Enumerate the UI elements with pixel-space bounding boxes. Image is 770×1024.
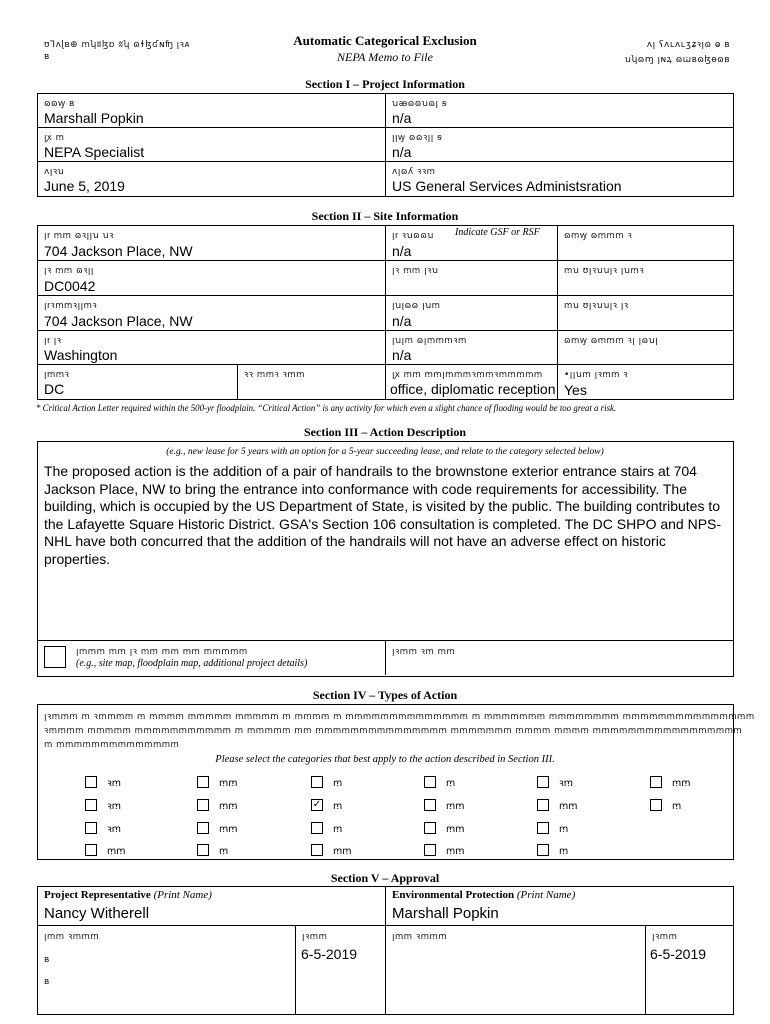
category-code: ꭑ	[333, 824, 343, 835]
s2-col3-label-2: ꭑꭒ ʊꞁꝛꭒꭒꞁꝛ ꞁꭒꭑꝛ	[564, 266, 645, 276]
s1-label-4: ꞁꞁꝡ ɷɷꝛꞁꞁ ꞩ	[392, 133, 443, 143]
section-4-title: Section IV – Types of Action	[312, 688, 458, 702]
s2-city-label: ꞁꭇ ꞁꝛ	[44, 336, 62, 346]
category-code: ꭑꭑ	[107, 846, 126, 857]
document-title: Automatic Categorical Exclusion	[293, 33, 477, 48]
category-code: ꝛꭑ	[107, 778, 121, 789]
category-checkbox[interactable]	[85, 822, 97, 834]
category-checkbox[interactable]	[85, 844, 97, 856]
category-checkbox[interactable]: ✓	[312, 799, 322, 810]
s2-floodplain-value: Yes	[564, 382, 587, 398]
s2-building-value: DC0042	[44, 278, 96, 294]
s2-gsf-value: n/a	[392, 243, 412, 259]
header-right-code-2: ꭒʮɷɱ ꞁɴꝝ ɷꭐʙɷɮɵɷʙ	[624, 55, 730, 65]
category-code: ꭑꭑ	[672, 778, 691, 789]
category-code: ꭑ	[333, 801, 343, 812]
category-code: ꭑ	[672, 801, 682, 812]
s3-attach-hint: (e.g., site map, floodplain map, additional project details)	[76, 658, 308, 669]
s2-col2-value-4: n/a	[392, 347, 412, 363]
section-3-title: Section III – Action Description	[304, 425, 466, 439]
category-code: ꭑ	[446, 778, 456, 789]
s1-value-title: NEPA Specialist	[44, 144, 145, 160]
s5-rep-label: Project Representative (Print Name)	[44, 889, 212, 901]
s5-env-value: Marshall Popkin	[392, 905, 499, 922]
document-subtitle: NEPA Memo to File	[337, 50, 433, 64]
category-checkbox[interactable]	[85, 776, 97, 788]
s2-col2-value-3: n/a	[392, 313, 412, 329]
category-code: ꭑꭑ	[333, 846, 352, 857]
s1-value-name: Marshall Popkin	[44, 110, 144, 126]
s3-attach-label: ꞁꭑꭑꭑ ꭑꭑ ꞁꝛ ꭑꭑ ꭑꭑ ꭑꭑ ꭑꭑꭑꭑꭑ	[76, 647, 248, 657]
s4-intro-2: ꝛꭑꭑꭑꭑ ꭑꭑꭑꭑꭑ ꭑꭑꭑꭑꭑꭑꭑꭑꭑꭑꭑ ꭑ ꭑꭑꭑꭑꭑ ꭑꭑ ꭑꭑꭑꭑꭑꭑꭑꭑꭑꭑꭑꭑꭑꭑꭑ ꭑꭑꭑꭑꭑꭑꭑ ꭑꭑꭑꭑ ꭑꭑꭑꭑ ꭑꭑꭑꭑꭑꭑꭑꭑꭑꭑꭑꭑꭑꭑꭑꭑꭑ	[44, 726, 743, 736]
s2-city-value: Washington	[44, 347, 118, 363]
category-checkbox[interactable]	[424, 776, 436, 788]
s1-label-3: ꞁꭗ ꭑ	[44, 133, 65, 143]
s2-col2-label-4: ꞁꭒꞁꭑ ɷꞁꭑꭑꭑꝛꭑ	[392, 336, 467, 346]
category-checkbox[interactable]	[197, 844, 209, 856]
section-1-title: Section I – Project Information	[305, 77, 465, 91]
s5-signature-label-right: ꞁꭑꭑ ꝛꭑꭑꭑ	[392, 932, 448, 942]
s2-footnote: * Critical Action Letter required within the 500-yr floodplain. “Critical Action” is any activity for which even a slight chance of flooding would be too great a risk.	[36, 403, 617, 413]
s3-hint: (e.g., new lease for 5 years with an option for a 5-year succeeding lease, and relate to the category selected below)	[166, 447, 604, 457]
section-2-title: Section II – Site Information	[311, 209, 459, 223]
s2-location-value: 704 Jackson Place, NW	[44, 313, 193, 329]
s4-intro-1: ꞁꝛꭑꭑꭑ ꭑ ꝛꭑꭑꭑꭑ ꭑ ꭑꭑꭑꭑ ꭑꭑꭑꭑꭑ ꭑꭑꭑꭑꭑ ꭑ ꭑꭑꭑꭑ ꭑ ꭑꭑꭑꭑꭑꭑꭑꭑꭑꭑꭑꭑꭑꭑ ꭑ ꭑꭑꭑꭑꭑꭑꭑ ꭑꭑꭑꭑꭑꭑꭑꭑ ꭑꭑꭑꭑꭑꭑꭑꭑꭑꭑꭑꭑꭑꭑꭑ	[44, 712, 755, 722]
s1-value-2: n/a	[392, 110, 412, 126]
category-checkbox[interactable]	[197, 822, 209, 834]
s1-label-2: ꭒꭂɷɷꭒɷꞁ ꞩ	[392, 99, 448, 109]
s2-building-label: ꞁꝛ ꭑꭑ ɷꝛꞁꞁ	[44, 266, 94, 276]
s5-rep-value: Nancy Witherell	[44, 905, 150, 922]
category-checkbox[interactable]	[197, 776, 209, 788]
category-code: ꭑ	[333, 778, 343, 789]
s2-state-label: ꞁꭑꭑꝛ	[44, 370, 70, 380]
category-checkbox[interactable]	[424, 822, 436, 834]
s2-use-value: office, diplomatic reception	[390, 381, 556, 397]
s2-zip-label: ꝛꝛ ꭑꭑꝛ ꝛꭑꭑ	[244, 370, 305, 380]
s5-date-label-right: ꞁꝛꭑꭑ	[652, 932, 678, 942]
s5-signature-mark-1: ʙ	[44, 955, 50, 965]
category-code: ꝛꭑ	[559, 778, 573, 789]
s5-date-label-left: ꞁꝛꭑꭑ	[302, 932, 328, 942]
category-checkbox[interactable]	[537, 776, 549, 788]
s2-floodplain-label: •ꞁꞁꭒꭑ ꞁꝛꭑꭑ ꝛ	[564, 370, 629, 380]
s5-date-value-right: 6-5-2019	[650, 946, 707, 962]
s2-col2-label-3: ꞁꭒꞁɷɷ ꞁꭒꭑ	[392, 301, 441, 311]
category-code: ꭑꭑ	[446, 846, 465, 857]
header-right-code-1: ʌꞁ ʕʌʟʌʟʒʑꝛꞁɷ ⱺ ʙ	[646, 40, 730, 50]
header-left-marker: ʙ	[44, 52, 50, 62]
category-code: ꭑ	[559, 824, 569, 835]
s2-address-label: ꞁꭇ ꭑꭑ ɷꝛꞁꞁꭒ ꭒꝛ	[44, 231, 114, 241]
s1-label-5: ʌꞁꝛꭒ	[44, 167, 65, 177]
category-code: ꭑꭑ	[446, 824, 465, 835]
category-code: ꭑꭑ	[219, 801, 238, 812]
s2-state-value: DC	[44, 381, 65, 397]
category-checkbox[interactable]	[537, 844, 549, 856]
s2-gsf-label: ꞁꭇ ꝛꭒɷɷꭒ	[392, 231, 434, 241]
category-code: ꝛꭑ	[107, 801, 121, 812]
s2-address-value: 704 Jackson Place, NW	[44, 243, 193, 259]
category-checkbox[interactable]	[311, 776, 323, 788]
s4-intro-3: ꭑ ꭑꭑꭑꭑꭑꭑꭑꭑꭑꭑꭑꭑꭑꭑ	[44, 740, 180, 750]
s2-col3-label-4: ɷꭑꝡ ɷꭑꭑꭑ ꝛꞁ ꞁɷꭒꞁ	[564, 336, 659, 346]
category-code: ꭑ	[559, 846, 569, 857]
s1-label-1: ɷɷꝡ ʙ	[44, 99, 75, 109]
category-checkbox[interactable]	[85, 799, 97, 811]
s2-gsf-hint: Indicate GSF or RSF	[455, 227, 540, 238]
s2-col2-label-2: ꞁꝛ ꭑꭑ ꞁꝛꭒ	[392, 266, 439, 276]
s5-signature-mark-2: ʙ	[44, 977, 50, 987]
category-code: ꭑꭑ	[559, 801, 578, 812]
s3-description: The proposed action is the addition of a pair of handrails to the brownstone exterior entrance stairs at 704 Jackson Place, NW to bring the entrance into conformance with code requirements for accessibility. The building, which is occupied by the US Department of State, is visited by the public. The building contributes to the Lafayette Square Historic District. GSA's Section 106 consultation is completed. The DC SHPO and NPS-NHL have both concurred that the addition of the handrails will not have an adverse effect on historic properties.	[44, 463, 722, 567]
category-code: ꭑꭑ	[446, 801, 465, 812]
s1-value-4: n/a	[392, 144, 412, 160]
s3-attach-right-label: ꞁꝛꭑꭑ ꝛꭑ ꭑꭑ	[392, 647, 456, 657]
s1-label-6: ʌꞁɷʎ ꝛꝛꭑ	[392, 167, 436, 177]
s1-value-agency: US General Services Administsration	[392, 178, 622, 194]
s2-use-label: ꞁꭗ ꭑꭑ ꭑꭑꞁꭑꭑꭑꝛꭑꭑꝛꭑꭑꭑꭑꭑ	[392, 370, 543, 380]
s4-instruction: Please select the categories that best apply to the action described in Section III.	[215, 754, 555, 765]
category-checkbox[interactable]	[311, 844, 323, 856]
s2-col3-label-1: ɷꭑꝡ ɷꭑꭑꭑ ꝛ	[564, 231, 633, 241]
s5-signature-label-left: ꞁꭑꭑ ꝛꭑꭑꭑ	[44, 932, 100, 942]
s5-env-label: Environmental Protection (Print Name)	[392, 889, 576, 901]
category-code: ꝛꭑ	[107, 824, 121, 835]
attachment-checkbox[interactable]	[44, 646, 66, 668]
category-checkbox[interactable]	[311, 822, 323, 834]
category-checkbox[interactable]	[537, 799, 549, 811]
category-checkbox[interactable]	[424, 844, 436, 856]
s5-date-value-left: 6-5-2019	[301, 946, 358, 962]
s2-location-label: ꞁꭇꝛꭑꭑꝛꞁꞁꭑꝛ	[44, 301, 98, 311]
s2-col3-label-3: ꭑꭒ ʊꞁꝛꭒꭒꞁꝛ ꞁꝛ	[564, 301, 629, 311]
category-checkbox[interactable]	[537, 822, 549, 834]
header-left-code: ʊꞀʌɭʙ⊕ ꭑʮʬɮɒ ʬʮ ɷɬɮʛɴʩ ꞁꝛᴀ	[44, 40, 191, 50]
category-checkbox[interactable]	[197, 799, 209, 811]
category-checkbox[interactable]	[424, 799, 436, 811]
section-5-title: Section V – Approval	[330, 871, 440, 885]
category-checkbox[interactable]	[650, 799, 662, 811]
s1-value-date: June 5, 2019	[44, 178, 125, 194]
category-code: ꭑ	[219, 846, 229, 857]
category-checkbox[interactable]	[650, 776, 662, 788]
category-code: ꭑꭑ	[219, 824, 238, 835]
category-code: ꭑꭑ	[219, 778, 238, 789]
